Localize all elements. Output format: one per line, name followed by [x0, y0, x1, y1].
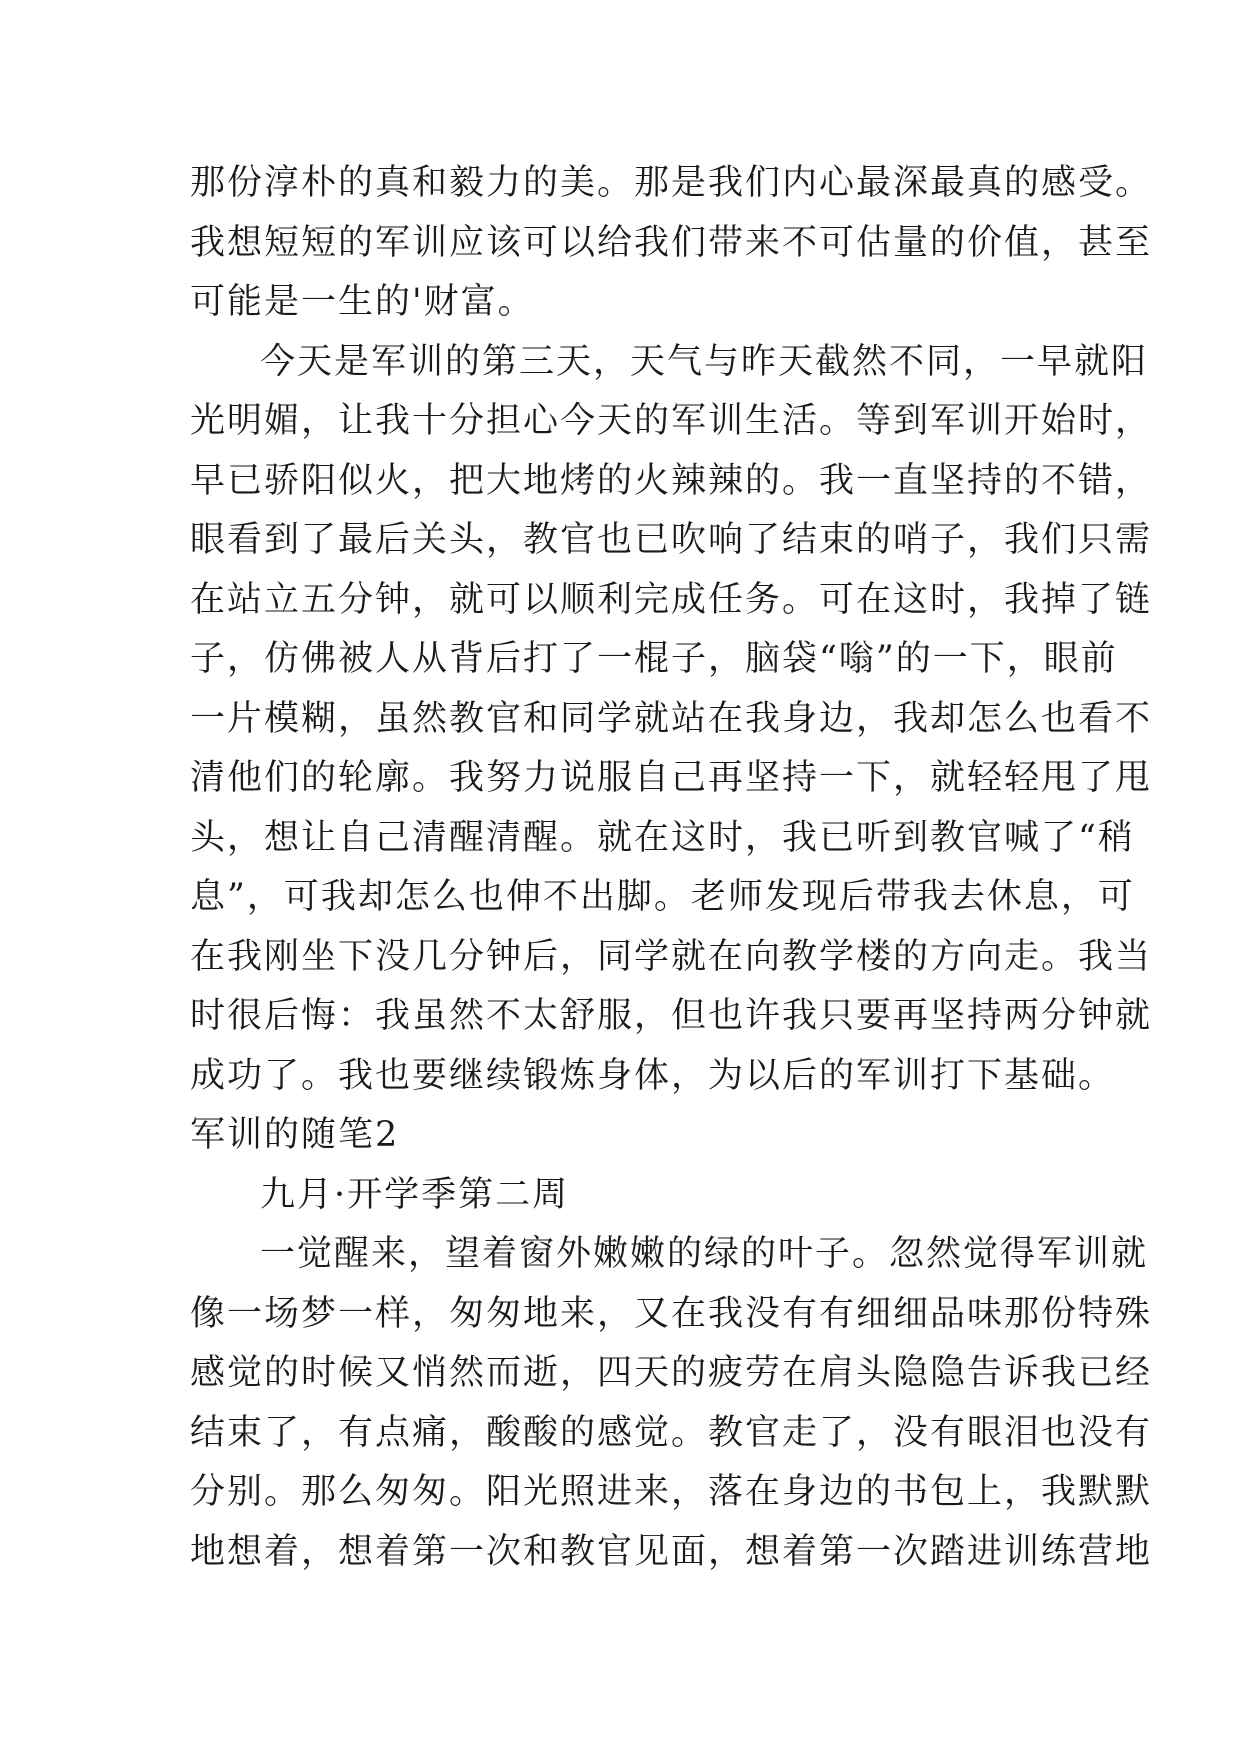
- text-line: 一片模糊，虽然教官和同学就站在我身边，我却怎么也看不: [190, 698, 1153, 739]
- text-line: 结束了，有点痛，酸酸的感觉。教官走了，没有眼泪也没有: [190, 1412, 1153, 1453]
- text-line: 军训的随笔2: [190, 1115, 400, 1155]
- text-line: 时很后悔：我虽然不太舒服，但也许我只要再坚持两分钟就: [190, 996, 1153, 1036]
- text-line: 分别。那么匆匆。阳光照进来，落在身边的书包上，我默默: [190, 1472, 1153, 1512]
- text-line: 可能是一生的'财富。: [190, 282, 535, 322]
- text-line: 光明媚，让我十分担心今天的军训生活。等到军训开始时，: [190, 401, 1153, 441]
- text-line: 成功了。我也要继续锻炼身体，为以后的军训打下基础。: [190, 1055, 1116, 1096]
- text-line: 那份淳朴的真和毅力的美。那是我们内心最深最真的感受。: [190, 163, 1153, 203]
- text-line: 我想短短的军训应该可以给我们带来不可估量的价值，甚至: [190, 222, 1153, 263]
- text-line: 早已骄阳似火，把大地烤的火辣辣的。我一直坚持的不错，: [190, 460, 1153, 501]
- text-line: 地想着，想着第一次和教官见面，想着第一次踏进训练营地: [190, 1531, 1153, 1572]
- text-line: 清他们的轮廓。我努力说服自己再坚持一下，就轻轻甩了甩: [190, 758, 1153, 798]
- text-line: 子，仿佛被人从背后打了一棍子，脑袋“嗡”的一下，眼前: [190, 639, 1118, 679]
- text-line: 在我刚坐下没几分钟后，同学就在向教学楼的方向走。我当: [190, 936, 1153, 977]
- text-line: 像一场梦一样，匆匆地来，又在我没有有细细品味那份特殊: [190, 1293, 1153, 1334]
- document-body: [190, 154, 1153, 1582]
- text-line: 一觉醒来，望着窗外嫩嫩的绿的叶子。忽然觉得军训就: [260, 1234, 1149, 1274]
- text-line: 息”，可我却怎么也伸不出脚。老师发现后带我去休息，可: [190, 877, 1135, 917]
- text-line: 眼看到了最后关头，教官也已吹响了结束的哨子，我们只需: [190, 520, 1153, 560]
- text-line: 感觉的时候又悄然而逝，四天的疲劳在肩头隐隐告诉我已经: [190, 1353, 1153, 1393]
- text-line: 在站立五分钟，就可以顺利完成任务。可在这时，我掉了链: [190, 579, 1153, 620]
- text-line: 今天是军训的第三天，天气与昨天截然不同，一早就阳: [260, 341, 1149, 382]
- text-line: 头，想让自己清醒清醒。就在这时，我已听到教官喊了“稍: [190, 817, 1135, 858]
- text-line: 九月·开学季第二周: [260, 1174, 570, 1215]
